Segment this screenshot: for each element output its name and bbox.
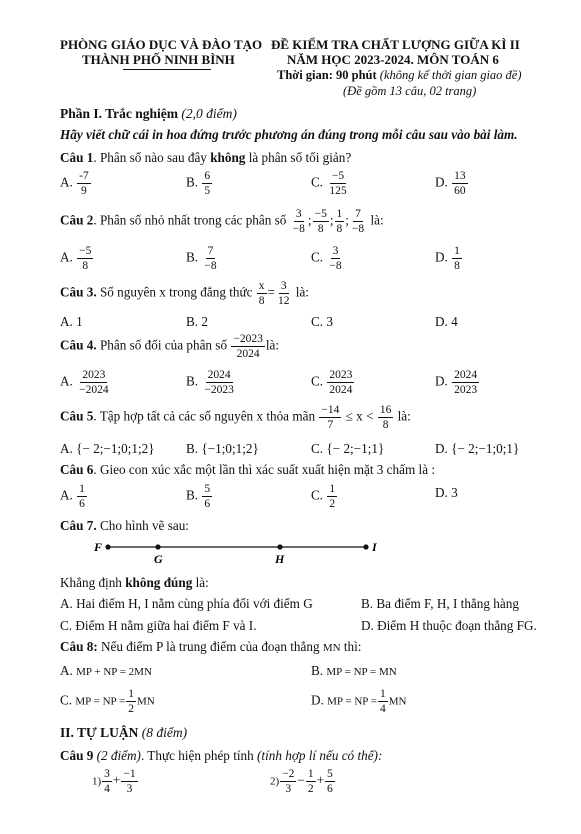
header-city: THÀNH PHỐ NINH BÌNH [82, 52, 235, 67]
q4-option-d: D. $\frac{2024}{2023}$ [435, 369, 478, 397]
q7-option-d: D. Điểm H thuộc đoạn thẳng FG. [361, 618, 537, 633]
q7-option-a: A. Hai điểm H, I nằm cùng phía đối với điểm G [60, 596, 313, 611]
q9-stem: Câu 9 (2 điểm). Thực hiện phép tính (tính hợp lí nếu có thể): [60, 748, 383, 763]
q3-option-d: D. 4 [435, 314, 458, 329]
q3-option-b: B. 2 [186, 314, 208, 329]
q1-option-a: A. $\frac{-7}{9}$ [60, 170, 89, 198]
q1-stem: Câu 1. Phân số nào sau đây không là phân số tối giản? [60, 150, 352, 165]
point-g-dot [155, 544, 160, 549]
q5-option-d: D. {− 2;−1;0;1} [435, 441, 520, 456]
q4-option-a: A. $\frac{2023}{-2024}$ [60, 369, 109, 397]
point-h-dot [277, 544, 282, 549]
q5-option-c: C. {− 2;−1;1} [311, 441, 385, 456]
point-g-label: G [154, 552, 163, 566]
q1-option-d: D. $\frac{13}{60}$ [435, 170, 466, 198]
part1-title: Phần I. Trắc nghiệm (2,0 điểm) [60, 106, 237, 121]
header-underline [123, 69, 211, 70]
q6-stem: Câu 6. Gieo con xúc xắc một lần thì xác suất xuất hiện mặt 3 chấm là : [60, 462, 436, 477]
q5-option-b: B. {−1;0;1;2} [186, 441, 259, 456]
q4-stem: Câu 4. Phân số đối của phân số $\frac{-2023}{2024}$ là: [60, 333, 280, 361]
q3-stem: Câu 3. Số nguyên x trong đẳng thức $\frac{x}{8}$ = $\frac{3}{12}$ là: [60, 280, 309, 308]
q4-option-b: B. $\frac{2024}{-2023}$ [186, 369, 234, 397]
q6-option-a: A. $\frac{1}{6}$ [60, 483, 85, 511]
q6-option-c: C. $\frac{1}{2}$ [311, 483, 336, 511]
q2-option-a: A. $\frac{-5}{8}$ [60, 245, 92, 273]
q7-stem: Câu 7. Cho hình vẽ sau: [60, 518, 189, 533]
q1-option-b: B. $\frac{6}{5}$ [186, 170, 211, 198]
q3-option-a: A. 1 [60, 314, 83, 329]
q8-option-c: C. MP = NP = $\frac{1}{2}$ MN [60, 688, 155, 716]
q2-option-c: C. $\frac{3}{-8}$ [311, 245, 342, 273]
part2-title: II. TỰ LUẬN (8 điểm) [60, 725, 188, 740]
q7-line-figure [90, 536, 390, 566]
point-f-dot [105, 544, 110, 549]
q7-option-b: B. Ba điểm F, H, I thẳng hàng [361, 596, 519, 611]
q9-expression-1: 1) $\frac{3}{4}$ + $\frac{-1}{3}$ [92, 768, 136, 796]
header-department: PHÒNG GIÁO DỤC VÀ ĐÀO TẠO [60, 37, 263, 52]
q3-option-c: C. 3 [311, 314, 333, 329]
point-i-dot [363, 544, 368, 549]
q7-option-c: C. Điểm H nằm giữa hai điểm F và I. [60, 618, 257, 633]
q2-option-b: B. $\frac{7}{-8}$ [186, 245, 217, 273]
q6-option-d: D. 3 [435, 485, 458, 500]
q5-option-a: A. {− 2;−1;0;1;2} [60, 441, 155, 456]
exam-year-subject: NĂM HỌC 2023-2024. MÔN TOÁN 6 [287, 52, 499, 67]
q8-stem: Câu 8: Nếu điểm P là trung điểm của đoạn thẳng MN thì: [60, 639, 362, 654]
point-i-label: I [372, 540, 377, 554]
q2-option-d: D. $\frac{1}{8}$ [435, 245, 460, 273]
q4-option-c: C. $\frac{2023}{2024}$ [311, 369, 353, 397]
part1-instruction: Hãy viết chữ cái in hoa đứng trước phương án đúng trong mỗi câu sau vào bài làm. [60, 127, 518, 142]
q6-option-b: B. $\frac{5}{6}$ [186, 483, 211, 511]
q9-expression-2: 2) $\frac{-2}{3}$ − $\frac{1}{2}$ + $\frac{5}{6}$ [270, 768, 333, 796]
exam-pages-note: (Đề gồm 13 câu, 02 trang) [343, 84, 477, 98]
q1-option-c: C. $\frac{-5}{125}$ [311, 170, 347, 198]
exam-time: Thời gian: 90 phút (không kể thời gian giao đề) [277, 68, 522, 82]
q2-stem: Câu 2. Phân số nhỏ nhất trong các phân số $\frac{3}{-8}$ ; $\frac{-5}{8}$ ; $\frac{1}{8}$ ; $\frac{7}{-8}$ là: [60, 208, 384, 236]
q5-stem: Câu 5. Tập hợp tất cả các số nguyên x thỏa mãn $\frac{-14}{7}$ ≤ x < $\frac{16}{8}$ là: [60, 404, 411, 432]
exam-title: ĐỀ KIỂM TRA CHẤT LƯỢNG GIỮA KÌ II [271, 37, 520, 52]
q8-option-b: B. MP = NP = MN [311, 663, 397, 678]
q8-option-d: D. MP = NP = $\frac{1}{4}$ MN [311, 688, 407, 716]
q8-option-a: A. MP + NP = 2MN [60, 663, 152, 678]
q7-claim: Khẳng định không đúng là: [60, 575, 209, 590]
point-h-label: H [275, 552, 285, 566]
point-f-label: F [94, 540, 103, 554]
